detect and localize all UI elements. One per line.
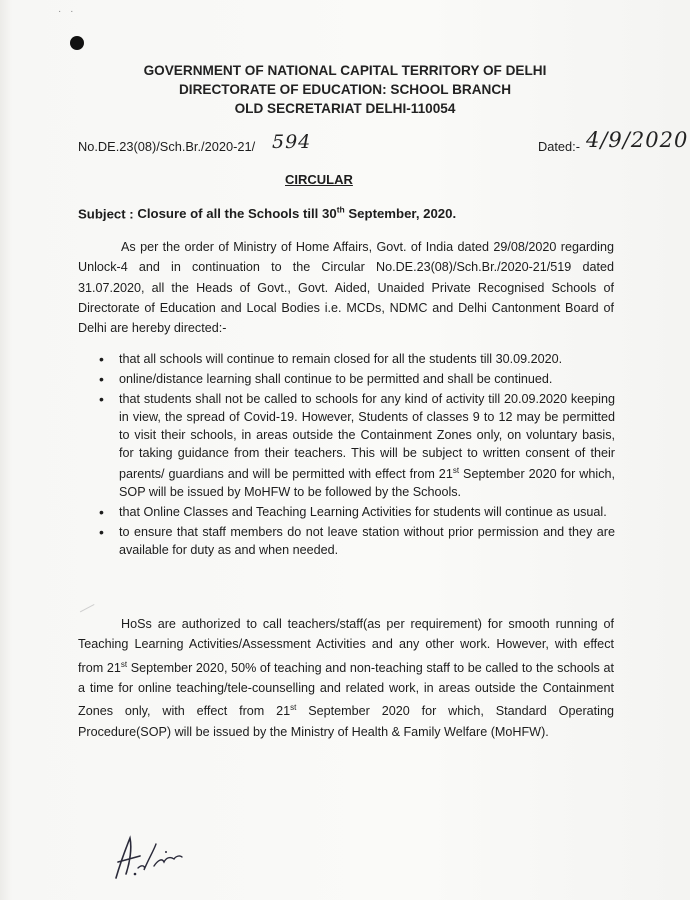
list-item: • online/distance learning shall continue to be permitted and shall be continued. xyxy=(99,371,553,387)
closing-paragraph: HoSs are authorized to call teachers/staff(as per requirement) for smooth running of Teaching Learning Activities/Assessment Activities and any other work. However, with effect from 21st September 2020, 50% of teaching and non-teaching staff to be called to the schools at a time for online teaching/tele-counselling and related work, in areas outside the Containment Zones only, with effect from 21st September 2020 for which, Standard Operating Procedure(SOP) will be issued by the Ministry of Health & Family Welfare (MoHFW). xyxy=(78,617,614,739)
letterhead-line-1: GOVERNMENT OF NATIONAL CAPITAL TERRITORY OF DELHI xyxy=(143,63,547,78)
directive-list xyxy=(99,350,615,561)
reference-number: No.DE.23(08)/Sch.Br./2020-21/ xyxy=(78,139,256,154)
corner-mark: · · xyxy=(58,6,77,17)
letterhead-line-3: OLD SECRETARIAT DELHI-110054 xyxy=(234,101,456,116)
reference-number-handwritten: 594 xyxy=(272,131,312,153)
intro-paragraph: As per the order of Ministry of Home Affairs, Govt. of India dated 29/08/2020 regarding Unlock-4 and in continuation to the Circular No.DE.23(08)/Sch.Br./2020-21/519 dated 31.07.2020, all the Heads of Govt., Govt. Aided, Unaided Private Recognised Schools of Directorate of Education and Local Bodies i.e. MCDs, NDMC and Delhi Cantonment Board of Delhi are hereby directed:- xyxy=(78,240,614,336)
punch-hole xyxy=(70,36,84,50)
bullet-icon: • xyxy=(99,371,104,387)
dated-label: Dated:- xyxy=(538,139,580,154)
list-item: • that all schools will continue to remain closed for all the students till 30.09.2020. xyxy=(99,351,563,367)
signature xyxy=(108,826,198,888)
date-handwritten: 4/9/2020 xyxy=(586,128,689,152)
subject-line xyxy=(78,205,456,221)
bullet-icon: • xyxy=(99,391,104,407)
bullet-icon: • xyxy=(99,504,104,521)
letterhead xyxy=(0,61,690,118)
bullet-icon: • xyxy=(99,524,104,541)
bullet-icon: • xyxy=(99,351,104,367)
list-item: • that Online Classes and Teaching Learning Activities for students will continue as usual. xyxy=(99,504,607,521)
letterhead-line-2: DIRECTORATE OF EDUCATION: SCHOOL BRANCH xyxy=(178,82,512,97)
list-item: • that students shall not be called to schools for any kind of activity till 20.09.2020 keeping in view, the spread of Covid-19. However, Students of classes 9 to 12 may be permitted to visit their schools, in areas outside the Containment Zones only, on voluntary basis, for taking guidance from their teachers. This will be subject to written consent of their parents/ guardians and will be permitted with effect from 21st September 2020 for which, SOP will be issued by MoHFW to be followed by the Schools. xyxy=(99,391,615,500)
list-item: • to ensure that staff members do not leave station without prior permission and they are available for duty as and when needed. xyxy=(99,524,615,558)
document-title: CIRCULAR xyxy=(285,172,353,187)
subject-label: Subject : xyxy=(78,206,134,222)
subject-text: Closure of all the Schools till 30th September, 2020. xyxy=(137,205,457,222)
